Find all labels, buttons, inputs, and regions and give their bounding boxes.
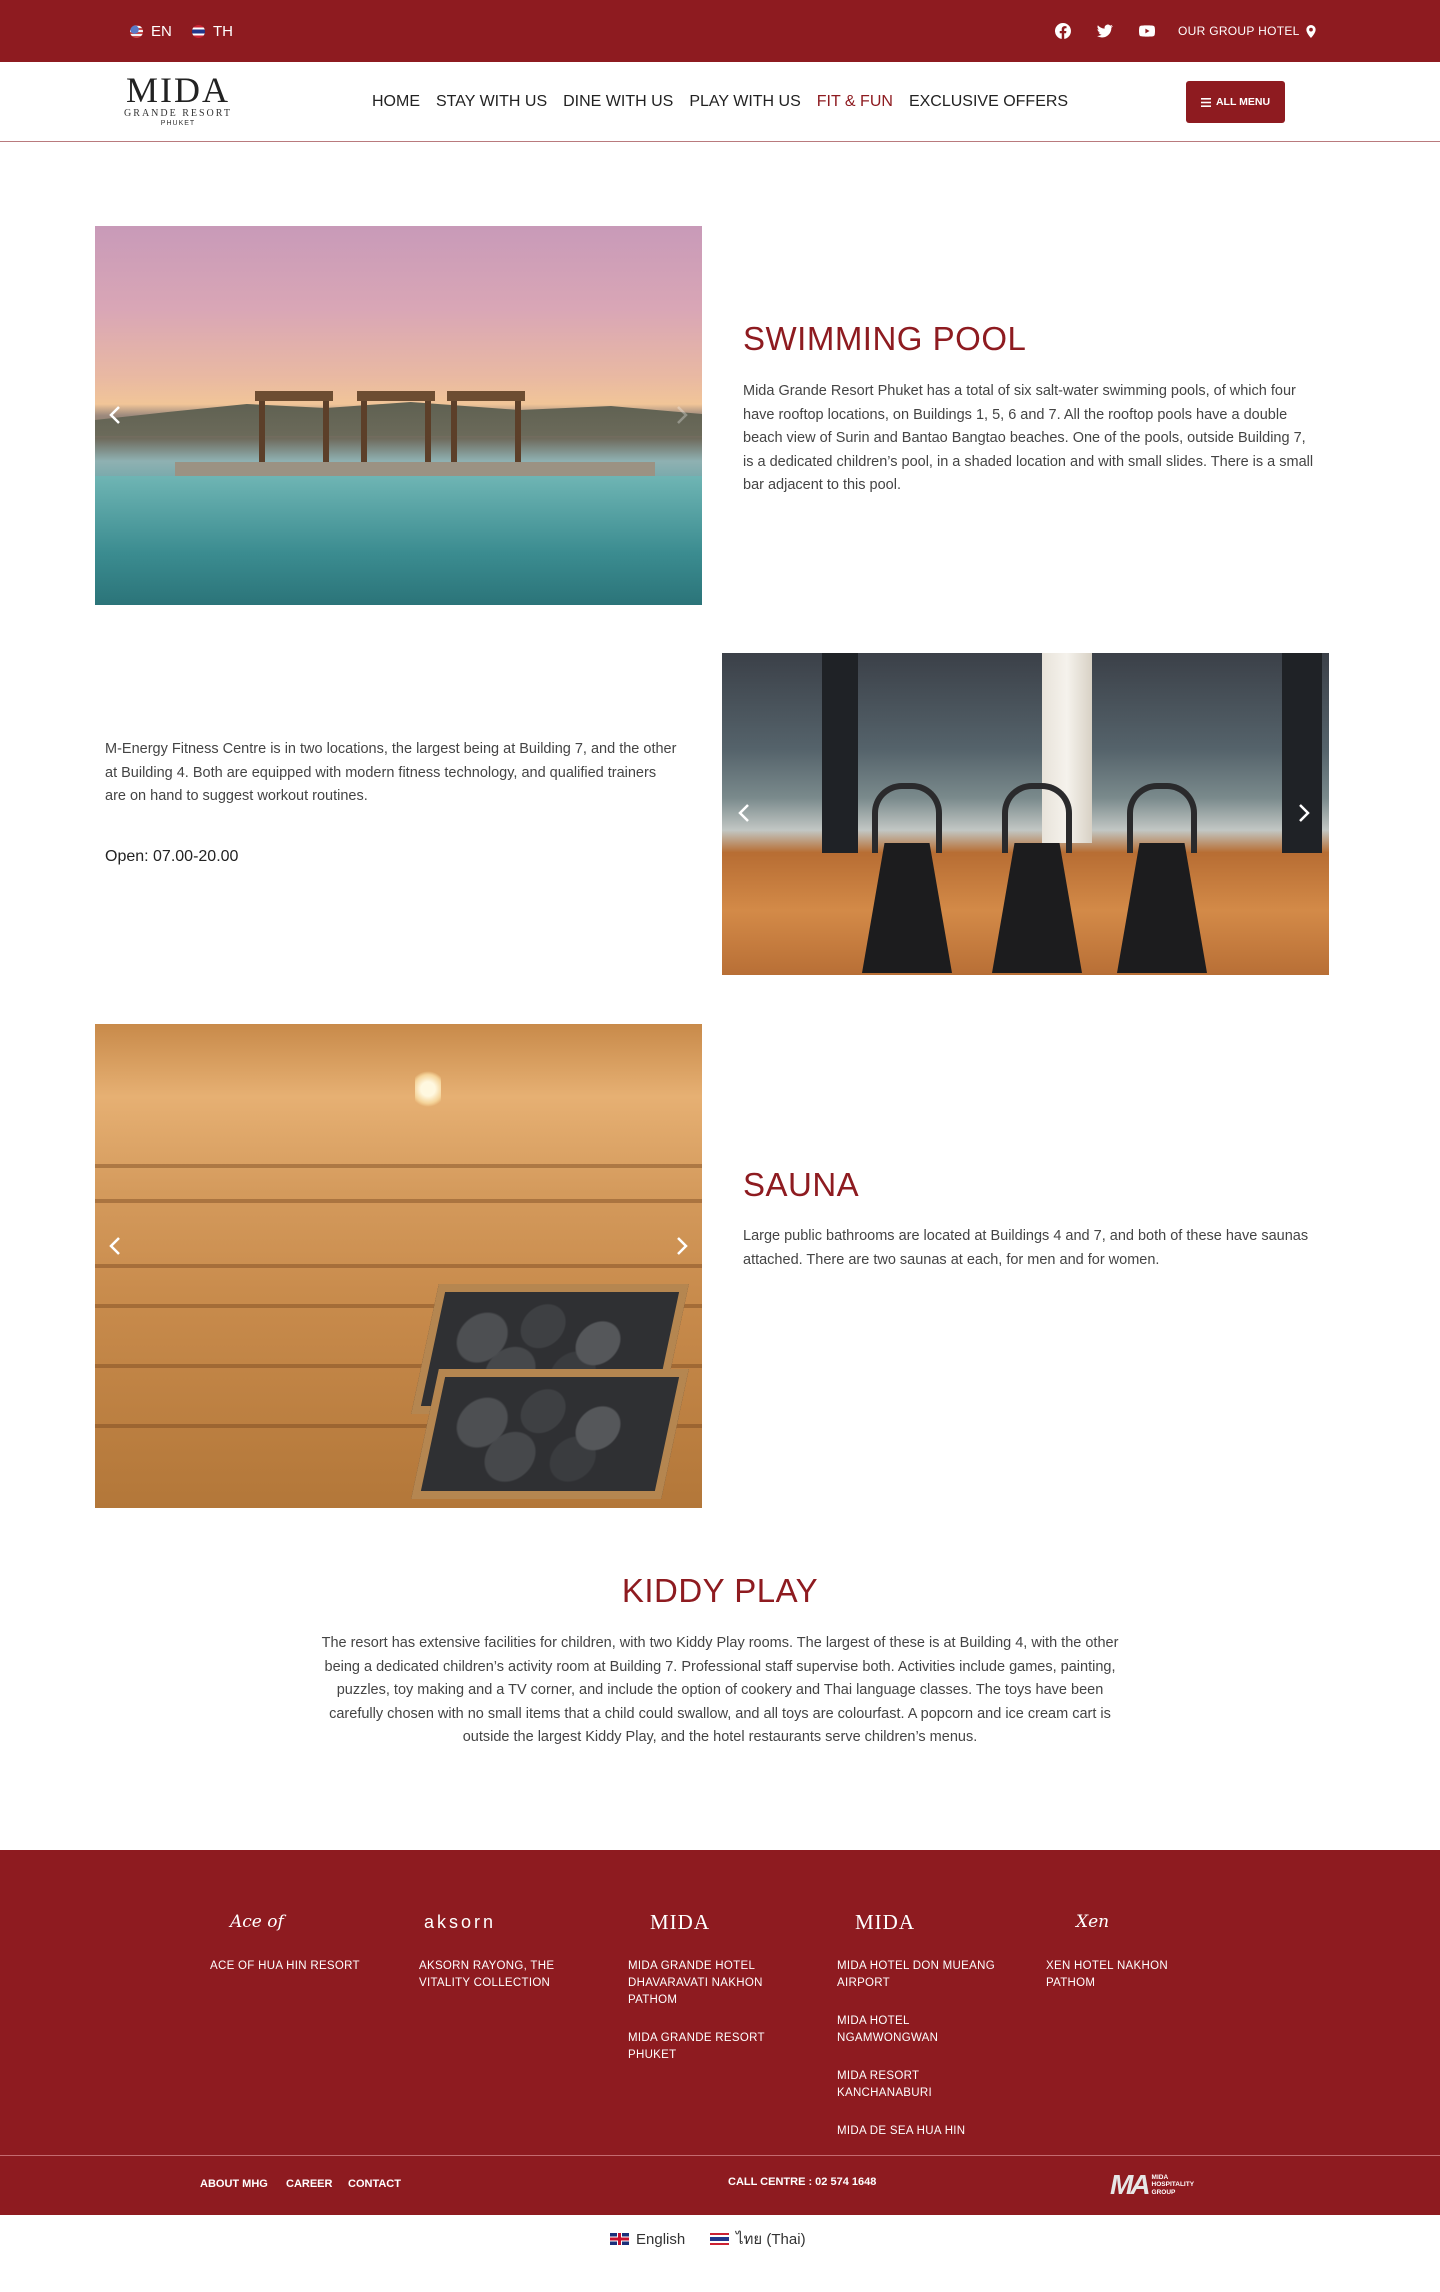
sauna-lamp (415, 1069, 441, 1109)
sauna-title: SAUNA (743, 1166, 860, 1203)
xen-logo[interactable]: Xen (1076, 1912, 1110, 1932)
our-group-hotel-link[interactable] (1178, 0, 1316, 62)
location-pin-icon (1306, 25, 1316, 38)
thai-flag-icon (710, 2233, 729, 2245)
pool-title: SWIMMING POOL (743, 320, 1027, 357)
sauna-image-carousel (95, 1024, 702, 1508)
kiddy-play-description: The resort has extensive facilities for children, with two Kiddy Play rooms. The largest of these is at Building 4, with the other being a dedicated children’s activity room at Building 7. Professional staff supervise both. Activities include games, painting, puzzles, toy making and a TV corner, and include the option of cookery and Thai language classes. The toys have been carefully chosen with no small items that a child could swallow, and all toys are colourfast. A popcorn and ice cream cart is outside the largest Kiddy Play, and the hotel restaurants serve children’s menus. (321, 1635, 1119, 1745)
mida-grande-logo[interactable]: MIDA (650, 1909, 710, 1934)
ace-of-logo[interactable]: Ace of (230, 1912, 284, 1932)
footer-link[interactable]: MIDA HOTEL DON MUEANG AIRPORT (837, 1960, 995, 1989)
footer-link[interactable]: MIDA HOTEL NGAMWONGWAN (837, 2015, 939, 2044)
lang-en-option[interactable] (130, 0, 172, 62)
pool-water (95, 476, 702, 605)
carousel-next-arrow[interactable] (670, 397, 694, 433)
career-link[interactable]: CAREER (286, 2178, 333, 2190)
twitter-icon[interactable] (1096, 22, 1114, 40)
nav-item-stay[interactable]: STAY WITH US (436, 93, 548, 110)
call-centre-text: CALL CENTRE : 02 574 1648 (728, 2176, 877, 2188)
nav-item-play[interactable]: PLAY WITH US (689, 93, 801, 110)
us-flag-icon (130, 25, 143, 38)
all-menu-button[interactable] (1186, 81, 1285, 123)
fitness-image-carousel (722, 653, 1329, 975)
mhg-logo[interactable] (1110, 2168, 1194, 2202)
top-bar (0, 0, 1440, 62)
footer-col-aksorn (419, 1850, 569, 2013)
footer-col-ace (210, 1850, 390, 1996)
pool-description: Mida Grande Resort Phuket has a total of six salt-water swimming pools, of which four have rooftop locations, on Buildings 1, 5, 6 and 7. All the rooftop pools have a double beach view of Surin and Bantao Bangtao beaches. One of the pools, outside Building 7, is a dedicated children’s pool, in a shaded location and with small slides. There is a small bar adjacent to this pool. (743, 383, 1314, 493)
hamburger-icon (1201, 98, 1211, 107)
pool-cabana (255, 391, 333, 471)
pool-cabana (447, 391, 525, 471)
mhg-logo-text (1152, 2174, 1195, 2197)
mhg-mark-icon: MA (1110, 2169, 1148, 2200)
footer-bottom-bar (0, 2156, 1440, 2215)
logo-main-text: MIDA (126, 70, 230, 110)
mhg-line: HOSPITALITY (1151, 2181, 1195, 2189)
thai-flag-icon (192, 25, 205, 38)
mhg-line: GROUP (1151, 2188, 1176, 2196)
about-mhg-link[interactable]: ABOUT MHG (200, 2178, 268, 2190)
aksorn-logo[interactable]: aksorn (424, 1911, 497, 1932)
mida-hotel-logo[interactable]: MIDA (855, 1909, 915, 1934)
pool-image-carousel (95, 226, 702, 605)
sauna-plank (95, 1264, 702, 1268)
nav-item-offers[interactable]: EXCLUSIVE OFFERS (908, 93, 1069, 110)
lang-switch-english-label: English (636, 2230, 686, 2248)
lang-th-option[interactable] (192, 0, 233, 62)
sauna-description: Large public bathrooms are located at Buildings 4 and 7, and both of these have saunas attached. There are two saunas at each, for men and for women. (743, 1228, 1309, 1268)
footer-link[interactable]: MIDA GRANDE RESORT PHUKET (628, 2032, 765, 2061)
sauna-stones (411, 1369, 689, 1499)
mida-logo[interactable] (118, 72, 238, 130)
nav-item-dine[interactable]: DINE WITH US (563, 93, 674, 110)
lang-switch-thai-label: ไทย (Thai) (736, 2231, 806, 2248)
uk-flag-icon (610, 2233, 629, 2245)
carousel-prev-arrow[interactable] (732, 795, 756, 831)
lang-en-label: EN (151, 22, 172, 40)
logo-location-text: PHUKET (160, 120, 196, 127)
mhg-line: MIDA (1151, 2173, 1169, 2181)
main-navbar (0, 62, 1440, 142)
treadmill (852, 773, 962, 973)
nav-item-home[interactable]: HOME (372, 93, 420, 110)
fitness-open-hours: Open: 07.00-20.00 (105, 848, 239, 865)
treadmill (982, 773, 1092, 973)
logo-sub-text: GRANDE RESORT (124, 108, 232, 119)
carousel-prev-arrow[interactable] (103, 1228, 127, 1264)
carousel-next-arrow[interactable] (670, 1228, 694, 1264)
contact-link[interactable]: CONTACT (348, 2178, 401, 2190)
group-hotel-label: OUR GROUP HOTEL (1178, 24, 1300, 38)
pool-deck (175, 462, 655, 476)
footer-link[interactable]: XEN HOTEL NAKHON PATHOM (1046, 1960, 1168, 1989)
footer-col-mida-hotel (837, 1850, 1017, 2161)
all-menu-label: ALL MENU (1215, 96, 1271, 108)
footer-link[interactable]: MIDA RESORT KANCHANABURI (837, 2070, 932, 2099)
carousel-prev-arrow[interactable] (103, 397, 127, 433)
youtube-icon[interactable] (1138, 22, 1156, 40)
footer-link[interactable]: MIDA DE SEA HUA HIN (837, 2125, 966, 2137)
carousel-next-arrow[interactable] (1292, 795, 1316, 831)
footer-link[interactable]: MIDA GRANDE HOTEL DHAVARAVATI NAKHON PATHOM (628, 1960, 763, 2006)
sauna-plank (95, 1164, 702, 1168)
fitness-description: M-Energy Fitness Centre is in two locations, the largest being at Building 7, and the other at Building 4. Both are equipped with modern fitness technology, and qualified trainers are on hand to suggest workout routines. (105, 741, 677, 804)
nav-item-fit-fun[interactable]: FIT & FUN (816, 93, 893, 110)
lang-switch-thai[interactable] (710, 2227, 806, 2251)
sauna-plank (95, 1199, 702, 1203)
facebook-icon[interactable] (1054, 22, 1072, 40)
lang-th-label: TH (213, 22, 233, 40)
footer-link[interactable]: AKSORN RAYONG, THE VITALITY COLLECTION (419, 1960, 555, 1989)
footer-col-xen (1046, 1850, 1196, 2013)
lang-switch-english[interactable] (610, 2227, 685, 2251)
treadmill (1107, 773, 1217, 973)
nav-menu (372, 62, 1068, 142)
kiddy-play-title: KIDDY PLAY (621, 1572, 819, 1609)
footer-link[interactable]: ACE OF HUA HIN RESORT (210, 1960, 360, 1972)
pool-cabana (357, 391, 435, 471)
footer-col-mida-grande (628, 1850, 778, 2085)
